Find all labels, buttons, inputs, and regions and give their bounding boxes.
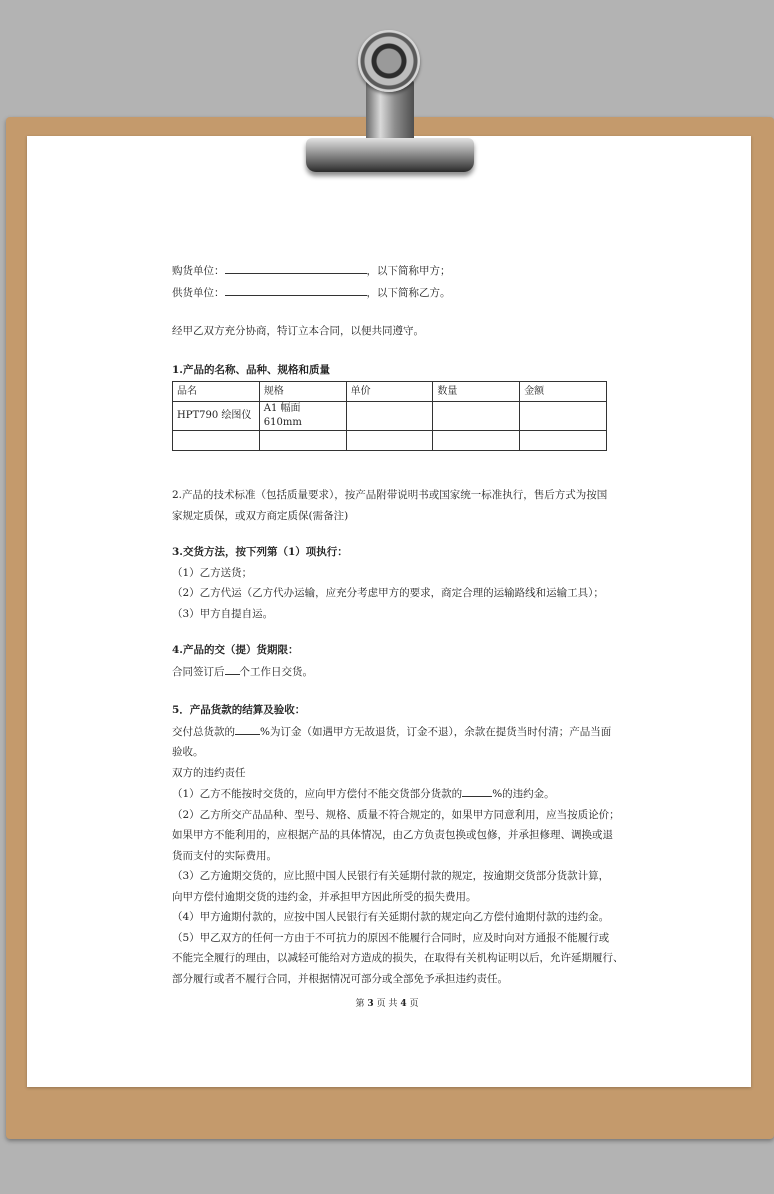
deposit-percent-blank	[235, 721, 260, 735]
liability-item1-prefix: （1）乙方不能按时交货的，应向甲方偿付不能交货部分货款的	[172, 788, 463, 800]
liability-line: （2）乙方所交产品品种、型号、规格、质量不符合规定的，如果甲方同意利用，应当按质论价；	[172, 808, 620, 821]
section3-item: （2）乙方代运（乙方代办运输，应充分考虑甲方的要求，商定合理的运输路线和运输工具）；	[172, 587, 604, 599]
table-cell	[433, 402, 520, 431]
liability-line: （5）甲乙双方的任何一方由于不可抗力的原因不能履行合同时，应及时向对方通报不能履行或	[172, 931, 610, 944]
table-header-cell: 单价	[346, 382, 433, 402]
product-table	[172, 381, 607, 451]
section2-line2: 家规定质保，或双方商定质保(需备注)	[172, 509, 349, 522]
liability-title: 双方的违约责任	[172, 766, 246, 779]
buyer-label: 购货单位：	[172, 265, 225, 277]
section4-title: 4.产品的交（提）货期限：	[172, 644, 299, 656]
seller-suffix: ，以下简称乙方。	[366, 286, 451, 299]
seller-blank	[225, 282, 367, 296]
table-header-cell: 数量	[433, 382, 520, 402]
delivery-days-blank	[225, 661, 240, 675]
section3-item: （3）甲方自提自运。	[172, 607, 274, 620]
contract-content	[172, 260, 624, 989]
section1-title: 1.产品的名称、品种、规格和质量	[172, 363, 330, 376]
liability-line: 向甲方偿付逾期交货的违约金，并承担甲方因此所受的损失费用。	[172, 890, 477, 903]
section3-title: 3.交货方法，按下列第（1）项执行：	[172, 546, 348, 558]
section5-title: 5．产品货款的结算及验收：	[172, 704, 306, 716]
table-header-cell: 品名	[173, 382, 260, 402]
table-cell	[520, 402, 607, 431]
table-cell	[346, 402, 433, 431]
section4-text	[172, 661, 612, 683]
table-row	[173, 402, 607, 431]
binder-clip-ring	[358, 30, 420, 92]
liability-line: 如果甲方不能利用的，应根据产品的具体情况，由乙方负责包换或包修，并承担修理、调换或退	[172, 829, 613, 841]
table-cell	[520, 431, 607, 451]
penalty-percent-blank	[462, 783, 492, 797]
footer-middle: 页 共	[376, 999, 398, 1009]
liability-line: （3）乙方逾期交货的，应比照中国人民银行有关延期付款的规定，按逾期交货部分货款计算，	[172, 870, 610, 882]
table-cell: HPT790 绘图仪	[173, 402, 260, 431]
liability-line: 货而支付的实际费用。	[172, 849, 277, 862]
seller-line	[172, 282, 612, 304]
table-row	[173, 431, 607, 451]
table-cell	[173, 431, 260, 451]
total-page-number: 4	[400, 999, 407, 1009]
liability-line: （4）甲方逾期付款的，应按中国人民银行有关延期付款的规定向乙方偿付逾期付款的违约金。	[172, 911, 610, 923]
binder-clip	[306, 138, 474, 172]
footer-prefix: 第	[355, 999, 365, 1009]
table-header-cell: 金额	[520, 382, 607, 402]
table-cell	[346, 431, 433, 451]
table-header-cell: 规格	[259, 382, 346, 402]
intro-text: 经甲乙双方充分协商，特订立本合同，以便共同遵守。	[172, 325, 424, 337]
table-cell	[259, 431, 346, 451]
buyer-suffix: ，以下简称甲方；	[366, 265, 451, 277]
buyer-line	[172, 260, 612, 282]
table-header-row	[173, 382, 607, 402]
section5-line1-prefix: 交付总货款的	[172, 725, 235, 738]
section2-line1: 2.产品的技术标准（包括质量要求），按产品附带说明书或国家统一标准执行，售后方式为按国	[172, 489, 608, 501]
section5-line1-suffix: %为订金（如遇甲方无故退货，订金不退），余款在提货当时付清；产品当面	[260, 725, 612, 738]
table-cell	[433, 431, 520, 451]
section4-suffix: 个工作日交货。	[239, 665, 313, 678]
liability-item1-suffix: %的违约金。	[492, 788, 555, 800]
section5-line2: 验收。	[172, 746, 204, 758]
table-cell: A1 幅面 610mm	[259, 402, 346, 431]
seller-label: 供货单位：	[172, 286, 225, 299]
page-footer	[0, 996, 774, 1009]
liability-item1	[172, 783, 612, 805]
section3-item: （1）乙方送货；	[172, 566, 253, 579]
section5-line1	[172, 721, 612, 743]
footer-suffix: 页	[409, 999, 419, 1009]
section4-prefix: 合同签订后	[172, 665, 225, 678]
liability-line: 部分履行或者不履行合同，并根据情况可部分或全部免予承担违约责任。	[172, 972, 508, 985]
liability-line: 不能完全履行的理由，以减轻可能给对方造成的损失，在取得有关机构证明以后，允许延期履行、	[172, 952, 624, 964]
current-page-number: 3	[367, 999, 374, 1009]
buyer-blank	[225, 260, 367, 274]
